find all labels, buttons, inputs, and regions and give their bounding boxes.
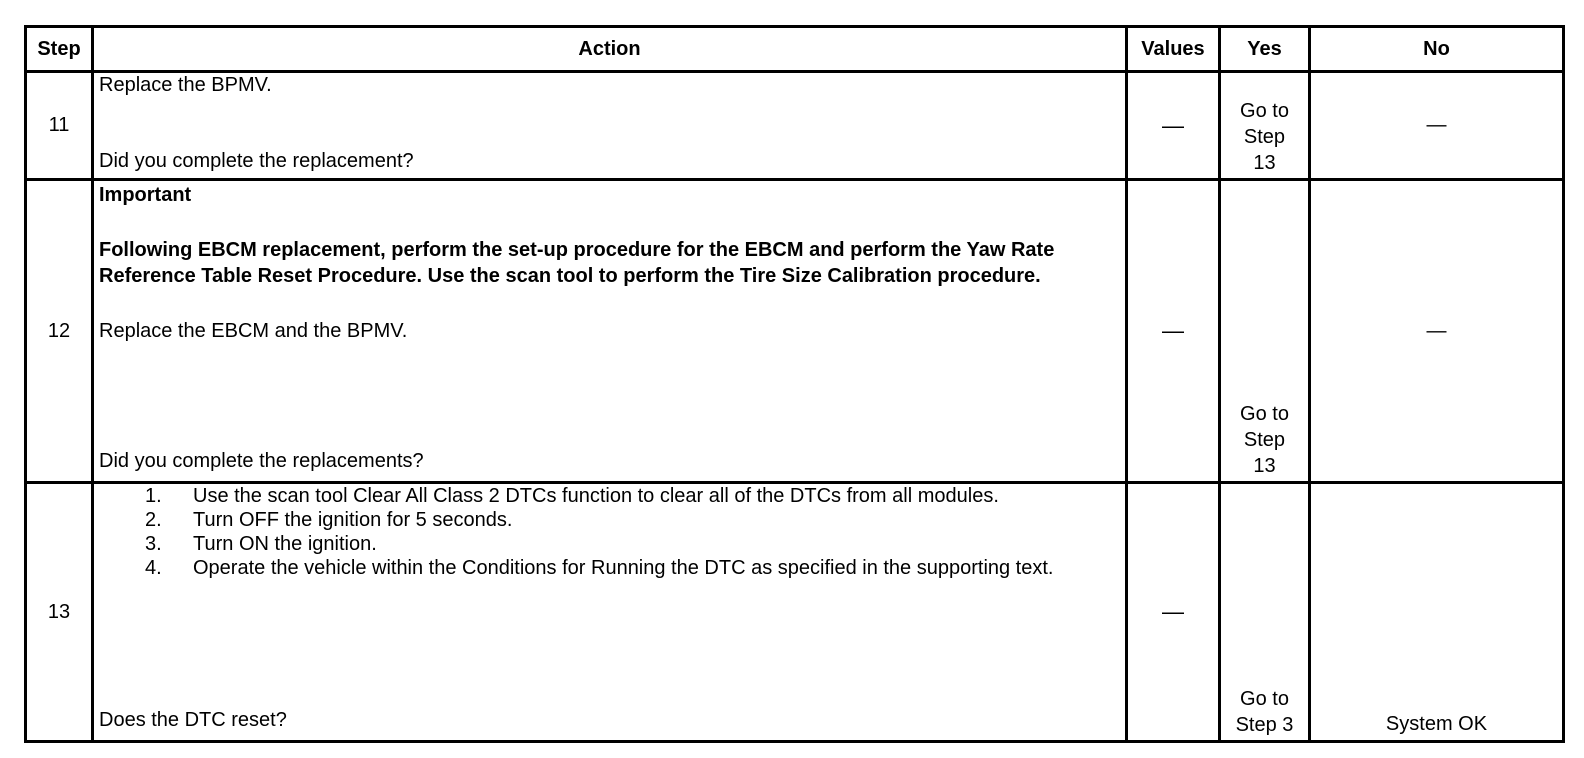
list-item-number: 3. — [145, 533, 162, 556]
yes-line: Go to — [1240, 688, 1289, 710]
header-action: Action — [93, 27, 1127, 72]
header-row — [26, 27, 1564, 72]
yes-line: 13 — [1253, 455, 1276, 478]
table-row-step-13 — [26, 483, 1564, 742]
procedure-list — [99, 484, 1119, 580]
yes-line: Go to — [1240, 403, 1289, 426]
diagnostic-table — [24, 25, 1565, 743]
values-cell: — — [1127, 483, 1220, 742]
no-cell: — — [1310, 180, 1564, 483]
action-instruction: Replace the BPMV. — [99, 74, 272, 96]
values-cell: — — [1127, 72, 1220, 180]
yes-cell — [1220, 180, 1310, 483]
action-question: Did you complete the replacement? — [99, 150, 414, 172]
list-item-text: Turn OFF the ignition for 5 seconds. — [193, 509, 513, 532]
table-row-step-12 — [26, 180, 1564, 483]
list-item-text: Use the scan tool Clear All Class 2 DTCs function to clear all of the DTCs from all modules. — [193, 485, 999, 508]
list-item — [145, 556, 1119, 580]
header-values: Values — [1127, 27, 1220, 72]
step-number: 13 — [26, 483, 93, 742]
table-row-step-11 — [26, 72, 1564, 180]
yes-cell — [1220, 72, 1310, 180]
yes-cell — [1220, 483, 1310, 742]
list-item-number: 1. — [145, 485, 162, 508]
action-question: Does the DTC reset? — [99, 709, 287, 732]
no-cell: — — [1310, 72, 1564, 180]
yes-line: Step — [1243, 126, 1286, 149]
values-cell: — — [1127, 180, 1220, 483]
yes-line: 13 — [1253, 152, 1276, 175]
list-item-number: 4. — [145, 557, 162, 580]
action-cell — [93, 72, 1127, 180]
yes-line: Go to — [1240, 100, 1289, 123]
list-item — [145, 532, 1119, 556]
list-item — [145, 484, 1119, 508]
header-yes: Yes — [1220, 27, 1310, 72]
list-item-number: 2. — [145, 509, 162, 532]
step-number: 12 — [26, 180, 93, 483]
list-item-text: Turn ON the ignition. — [193, 533, 377, 556]
action-cell — [93, 483, 1127, 742]
yes-line: Step 3 — [1235, 714, 1294, 736]
header-no: No — [1310, 27, 1564, 72]
list-item-text: Operate the vehicle within the Conditions for Running the DTC as specified in the supporting text. — [193, 557, 1054, 580]
step-number: 11 — [26, 72, 93, 180]
list-item — [145, 508, 1119, 532]
yes-line: Step — [1243, 429, 1286, 452]
header-step: Step — [26, 27, 93, 72]
important-title: Important — [99, 184, 192, 207]
action-question: Did you complete the replacements? — [99, 450, 424, 473]
action-cell — [93, 180, 1127, 483]
no-cell: System OK — [1310, 483, 1564, 742]
important-body: Following EBCM replacement, perform the set-up procedure for the EBCM and perform the Yaw Rate Reference Table Reset Procedure. Use the scan tool to perform the Tire Size Calibration procedure. — [99, 239, 1055, 288]
action-instruction: Replace the EBCM and the BPMV. — [99, 320, 408, 343]
